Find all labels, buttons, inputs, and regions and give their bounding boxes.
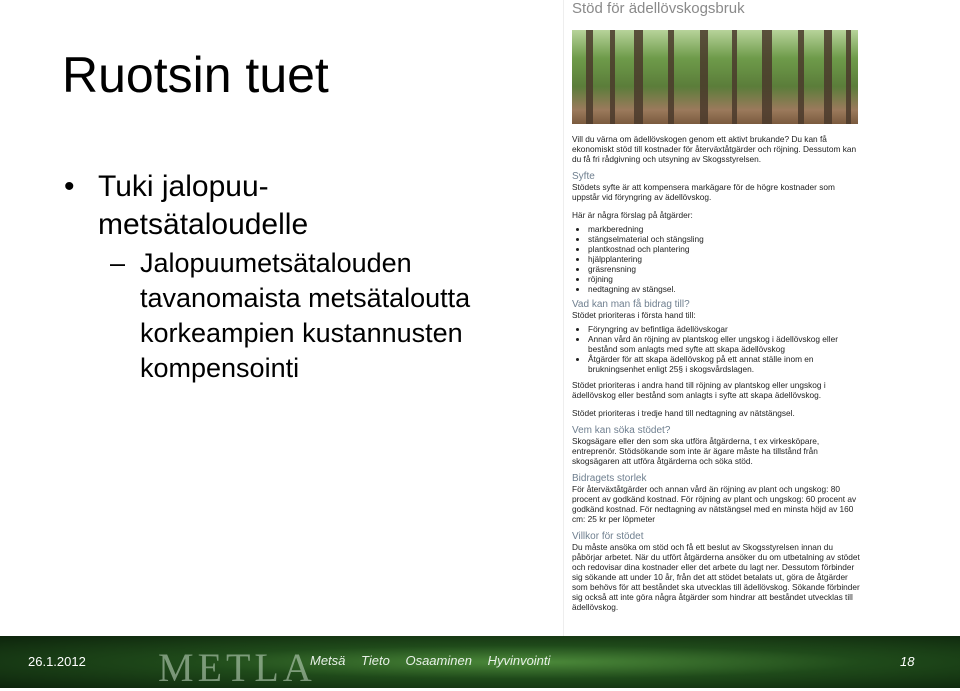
list-item: • Annan vård än röjning av plantskog eller ungskog i ädellövskog eller bestånd som anlagts med syfte att skapa ädellövskog [588, 334, 864, 354]
list-item: • Åtgärder för att skapa ädellövskog på ett annat ställe inom en brukningsenhet enligt 25§ i skogsvårdslagen. [588, 354, 864, 374]
list-item: • markberedning [588, 224, 864, 234]
doc-villkor-text: Du måste ansöka om stöd och få ett beslut av Skogsstyrelsen innan du påbörjar arbetet. När du utfört åtgärderna ansöker du om utbetalning av stödet och redovisar dina kostnader eller det arbete du lagt ner. Dessutom förbinder sig sökande att under 10 år, från det att stödet betalats ut, göra de åtgärder som behövs för att beståndet ska utvecklas till ädellövskog. Sökande förbinder sig också att inte göra några åtgärder som hindrar att beståndet utvecklas till ädellövskog. [572, 542, 860, 612]
sub-bullet-text-line: Jalopuumetsätalouden [140, 248, 412, 278]
bullet-list [60, 168, 540, 386]
bullet-icon: • [64, 170, 75, 203]
doc-bidrag-list [572, 324, 864, 374]
sub-bullet-text-line: korkeampien kustannusten [140, 318, 463, 348]
list-item: • hjälpplantering [588, 254, 864, 264]
metla-logo: METLA [158, 645, 316, 690]
footer-slogan [310, 653, 562, 668]
footer-bar [0, 636, 960, 688]
doc-heading-villkor: Villkor för stödet [572, 531, 644, 542]
doc-intro: Vill du värna om ädellövskogen genom ett aktivt brukande? Du kan få ekonomiskt stöd till kostnader för återväxtåtgärder och röjning. Dessutom kan du få fri rådgivning och utsyning av Skogsstyrelsen. [572, 134, 857, 164]
footer-word: Metsä [310, 653, 346, 668]
footer-date: 26.1.2012 [28, 654, 86, 669]
sub-bullet-text-line: kompensointi [140, 353, 300, 383]
dash-icon: – [110, 248, 126, 278]
sub-bullet-text-line: tavanomaista metsätaloutta [140, 283, 471, 313]
doc-bidrag-p2: Stödet prioriteras i andra hand till röjning av plantskog eller ungskog i ädellövskog eller bestånd som anlagts i syfte att skapa ädellövskog. [572, 380, 826, 400]
list-item: • gräsrensning [588, 264, 864, 274]
doc-bidrag-intro: Stödet prioriteras i första hand till: [572, 310, 696, 320]
doc-vem-text: Skogsägare eller den som ska utföra åtgärderna, t ex virkesköpare, entreprenör. Stödsökande som inte är ägare måste ha tillstånd från skogsägaren att utföra åtgärderna och söka stöd. [572, 436, 820, 466]
list-item: • Föryngring av befintliga ädellövskogar [588, 324, 864, 334]
bullet-item [60, 168, 540, 244]
list-item: • plantkostnad och plantering [588, 244, 864, 254]
bullet-text-line: metsätaloudelle [98, 208, 309, 241]
page-number: 18 [900, 654, 915, 669]
footer-word: Osaaminen [405, 653, 472, 668]
document-title: Stöd för ädellövskogsbruk [572, 0, 745, 17]
doc-forslag-intro: Här är några förslag på åtgärder: [572, 210, 693, 220]
bullet-text-line: Tuki jalopuu- [98, 170, 269, 203]
document-body [572, 134, 864, 620]
doc-syfte-text: Stödets syfte är att kompensera markägare för de högre kostnader som uppstår vid föryngring av ädellövskog. [572, 182, 835, 202]
doc-heading-bidrag: Vad kan man få bidrag till? [572, 299, 690, 310]
footer-word: Hyvinvointi [487, 653, 551, 668]
doc-storlek-text: För återväxtåtgärder och annan vård än röjning av plant och ungskog: 80 procent av godkänd kostnad. För röjning av plant och ungskog: 60 procent av godkänd kostnad. För nedtagning av nätstängsel med en minsta höjd av 160 cm: 25 kr per löpmeter [572, 484, 857, 524]
doc-heading-vem: Vem kan söka stödet? [572, 425, 671, 436]
forest-image [572, 30, 858, 124]
document-screenshot [563, 0, 871, 680]
list-item: • nedtagning av stängsel. [588, 284, 864, 294]
doc-bidrag-p3: Stödet prioriteras i tredje hand till nedtagning av nätstängsel. [572, 408, 795, 418]
doc-heading-syfte: Syfte [572, 171, 595, 182]
doc-forslag-list [572, 224, 864, 294]
slide-title: Ruotsin tuet [62, 47, 329, 103]
list-item: • stängselmaterial och stängsling [588, 234, 864, 244]
sub-bullet-item [60, 246, 540, 386]
footer-word: Tieto [361, 653, 390, 668]
list-item: • röjning [588, 274, 864, 284]
doc-heading-storlek: Bidragets storlek [572, 473, 647, 484]
